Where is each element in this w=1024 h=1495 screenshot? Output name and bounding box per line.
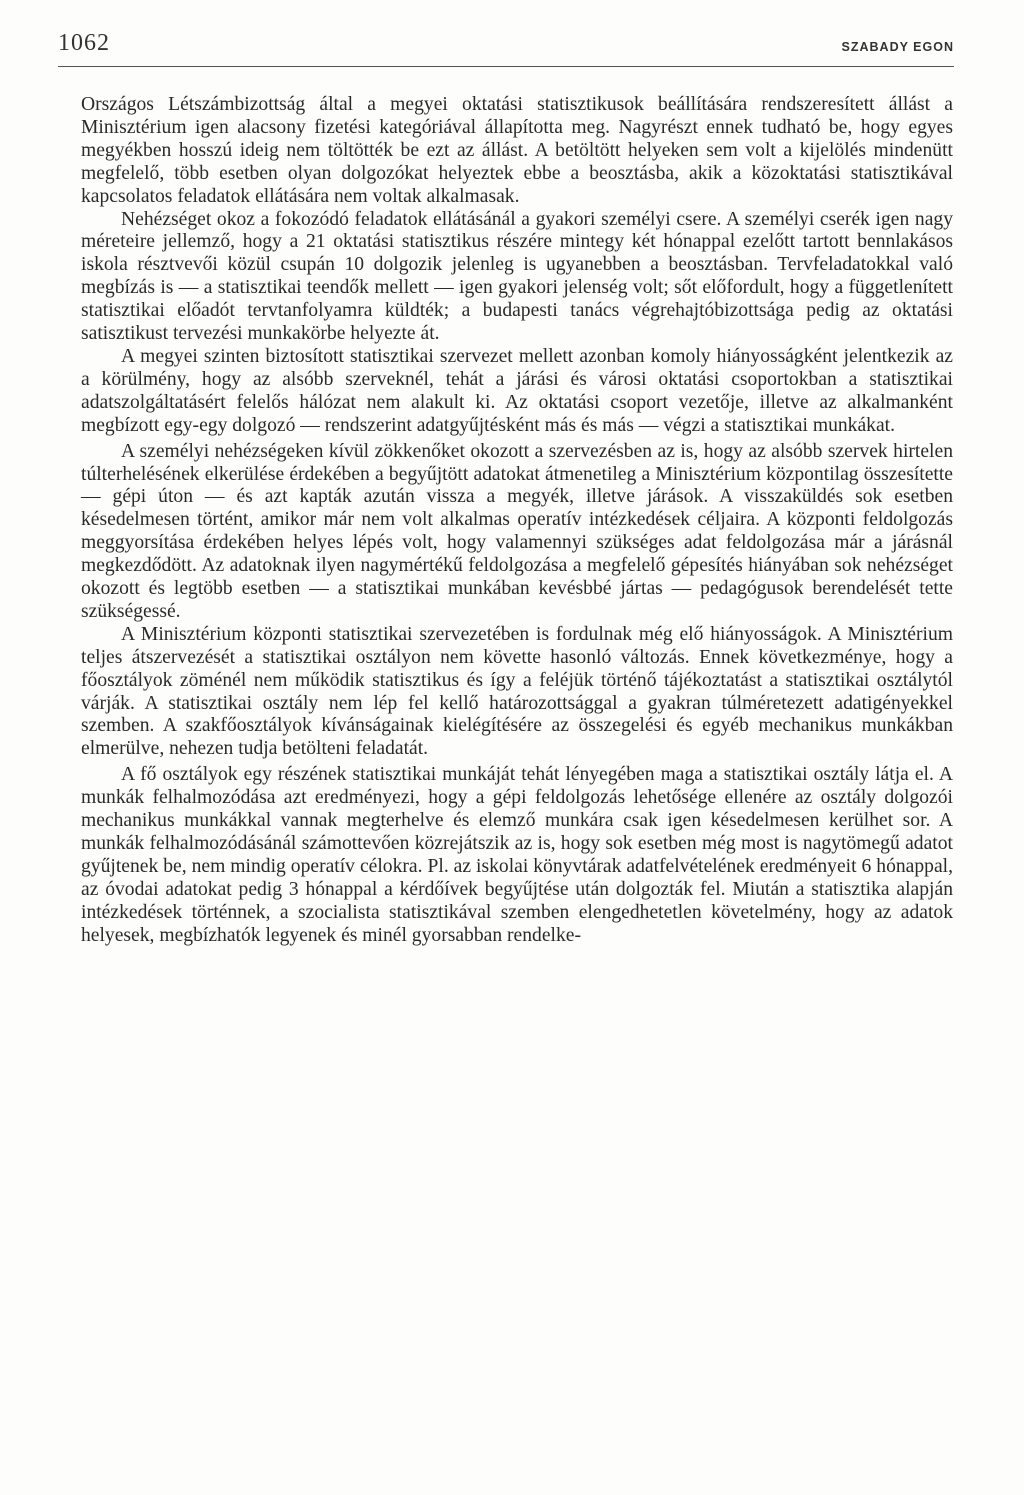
body-text bbox=[81, 94, 953, 948]
paragraph: A személyi nehézségeken kívül zökkenőket okozott a szervezésben az is, hogy az alsóbb szervek hirtelen túlterhelésének elkerülése érdekében a begyűjtött adatokat átmenetileg a Minisztérium központilag összesítette — gépi úton — és azt kapták azután vissza a megyék, illetve járások. A visszaküldés sok esetben késedelmesen történt, amikor már nem volt alkalmas operatív intézkedések céljaira. A központi feldolgozás meggyorsítása érdekében helyes lépés volt, hogy valamennyi szükséges adat feldolgozása már a járásnál megkezdődött. Az adatoknak ilyen nagymértékű feldolgozása a megfelelő gépesítés hiányában sok nehézséget okozott és legtöbb esetben — a statisztikai munkában kevésbbé jártas — pedagógusok berendelését tette szükségessé. bbox=[81, 440, 953, 622]
paragraph: A megyei szinten biztosított statisztikai szervezet mellett azonban komoly hiányosságként jelentkezik az a körülmény, hogy az alsóbb szerveknél, tehát a járási és városi oktatási csoportokban a statisztikai adatszolgáltatásért felelős hálózat nem alakult ki. Az oktatási csoport vezetője, illetve az alkalmanként megbízott egy-egy dolgozó — rendszerint adatgyűjtésként más és más — végzi a statisztikai munkákat. bbox=[81, 345, 953, 436]
page-number: 1062 bbox=[58, 30, 110, 56]
paragraph: A fő osztályok egy részének statisztikai munkáját tehát lényegében maga a statisztikai osztály látja el. A munkák felhalmozódása azt eredményezi, hogy a gépi feldolgozás lehetősége ellenére az osztály dolgozói mechanikus munkákkal vannak megterhelve és elemző munkára csak igen késedelmesen kerülhet sor. A munkák felhalmozódásánál számottevően közrejátszik az is, hogy sok esetben még most is nagytömegű adatot gyűjtenek be, nem mindig operatív célokra. Pl. az iskolai könyvtárak adatfelvételének eredményeit 6 hónappal, az óvodai adatokat pedig 3 hónappal a kérdőívek begyűjtése után dolgozták fel. Miután a statisztika alapján intézkedések történnek, a szocialista statisztikával szemben elengedhetetlen követelmény, hogy az adatok helyesek, megbízhatók legyenek és minél gyorsabban rendelke- bbox=[81, 764, 953, 946]
paragraph: Országos Létszámbizottság által a megyei oktatási statisztikusok beállítására rendszeresített állást a Minisztérium igen alacsony fizetési kategóriával állapította meg. Nagyrészt ennek tudható be, hogy egyes megyékben hosszú ideig nem töltötték be ezt az állást. A betöltött helyeken sem volt a kijelölés mindenütt megfelelő, több esetben olyan dolgozókat helyeztek ebbe a beosztásba, akik a közoktatási statisztikával kapcsolatos feladatok ellátására nem voltak alkalmasak. bbox=[81, 94, 953, 207]
running-head-author: SZABADY EGON bbox=[841, 40, 954, 54]
paragraph: A Minisztérium központi statisztikai szervezetében is fordulnak még elő hiányosságok. A Minisztérium teljes átszervezését a statisztikai osztályon nem követte hasonló változás. Ennek következménye, hogy a főosztályok zöménél nem működik statisztikus és így a feléjük történő tájékoztatást a statisztikai osztálytól várják. A statisztikai osztály nem lép fel kellő határozottsággal a gyakran túlméretezett adatigényekkel szemben. A szakfőosztályok kívánságainak kielégítésére az összegelési és egyéb mechanikus munkákban elmerülve, nehezen tudja betölteni feladatát. bbox=[81, 623, 953, 760]
running-head bbox=[58, 30, 954, 67]
paragraph: Nehézséget okoz a fokozódó feladatok ellátásánál a gyakori személyi csere. A személyi cserék igen nagy méreteire jellemző, hogy a 21 oktatási statisztikus részére mintegy két hónappal ezelőtt tartott bennlakásos iskola résztvevői közül csupán 10 dolgozik jelenleg is ugyanebben a beosztásban. Tervfeladatokkal való megbízás is — a statisztikai teendők mellett — igen gyakori jelenség volt; sőt előfordult, hogy a függetlenített statisztikai előadót tervtanfolyamra küldték; a budapesti tanács végrehajtóbizottsága pedig az oktatási satisztikust tervezési munkakörbe helyezte át. bbox=[81, 208, 953, 345]
